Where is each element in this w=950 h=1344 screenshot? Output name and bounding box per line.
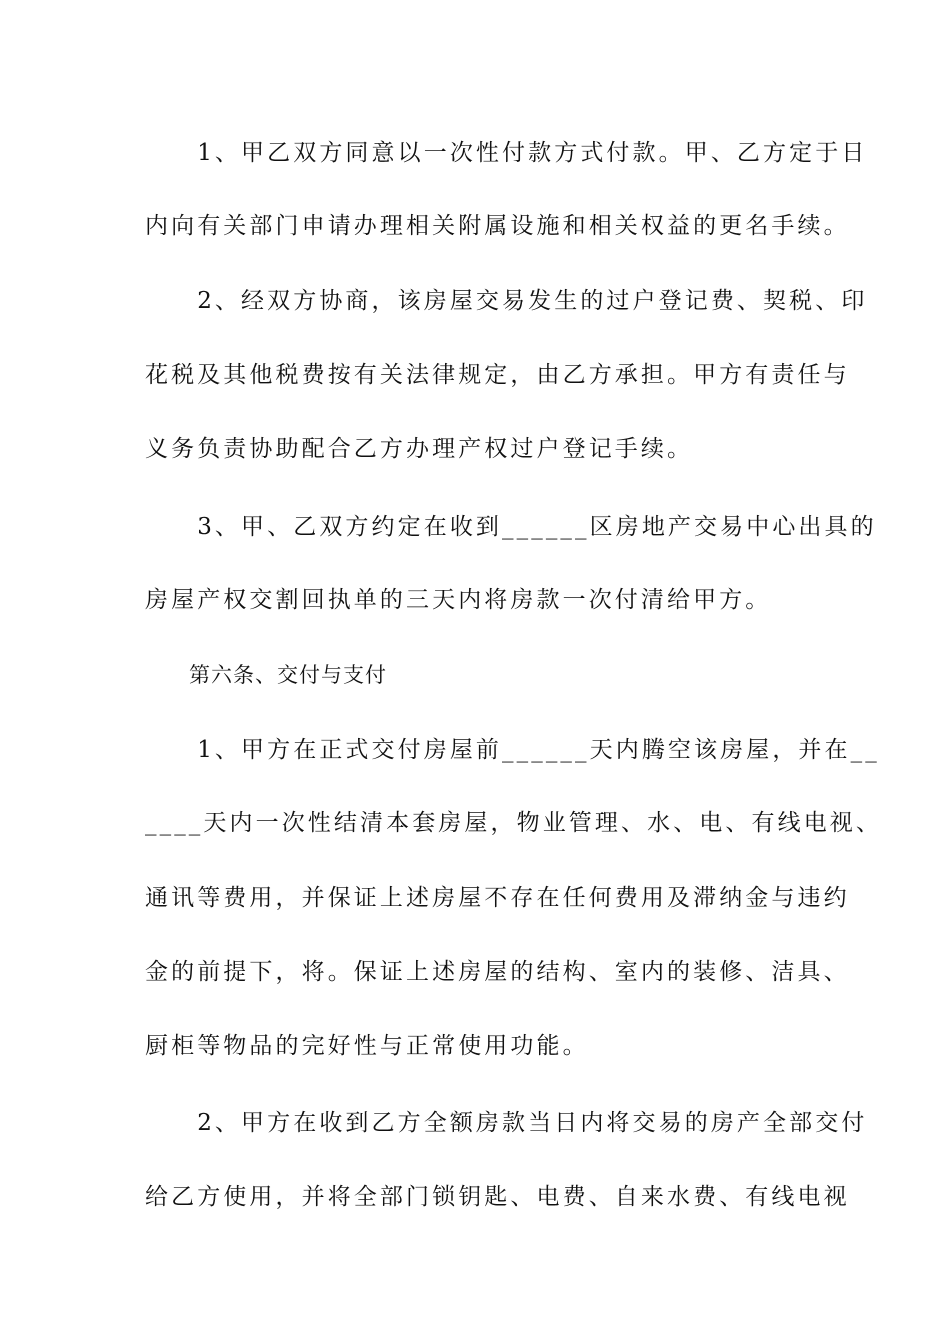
section-heading: 第六条、交付与支付 [145, 663, 387, 687]
paragraph-line: 3、甲、乙双方约定在收到______区房地产交易中心出具的 [145, 514, 877, 540]
paragraph-line: 内向有关部门申请办理相关附属设施和相关权益的更名手续。 [145, 213, 850, 239]
paragraph-line: 厨柜等物品的完好性与正常使用功能。 [145, 1033, 589, 1059]
paragraph-line: 1、甲乙双方同意以一次性付款方式付款。甲、乙方定于日 [145, 140, 868, 166]
paragraph-line: 1、甲方在正式交付房屋前______天内腾空该房屋，并在__ [145, 737, 880, 763]
paragraph-line: 房屋产权交割回执单的三天内将房款一次付清给甲方。 [145, 587, 772, 613]
paragraph-line: 金的前提下，将。保证上述房屋的结构、室内的装修、洁具、 [145, 959, 850, 985]
paragraph-line: 2、经双方协商，该房屋交易发生的过户登记费、契税、印 [145, 288, 868, 314]
paragraph-line: 义务负责协助配合乙方办理产权过户登记手续。 [145, 436, 694, 462]
paragraph-line: 通讯等费用，并保证上述房屋不存在任何费用及滞纳金与违约 [145, 885, 850, 911]
paragraph-line: 给乙方使用，并将全部门锁钥匙、电费、自来水费、有线电视 [145, 1184, 850, 1210]
paragraph-line: 2、甲方在收到乙方全额房款当日内将交易的房产全部交付 [145, 1110, 868, 1136]
paragraph-line: ____天内一次性结清本套房屋，物业管理、水、电、有线电视、 [145, 810, 882, 836]
paragraph-line: 花税及其他税费按有关法律规定，由乙方承担。甲方有责任与 [145, 362, 850, 388]
